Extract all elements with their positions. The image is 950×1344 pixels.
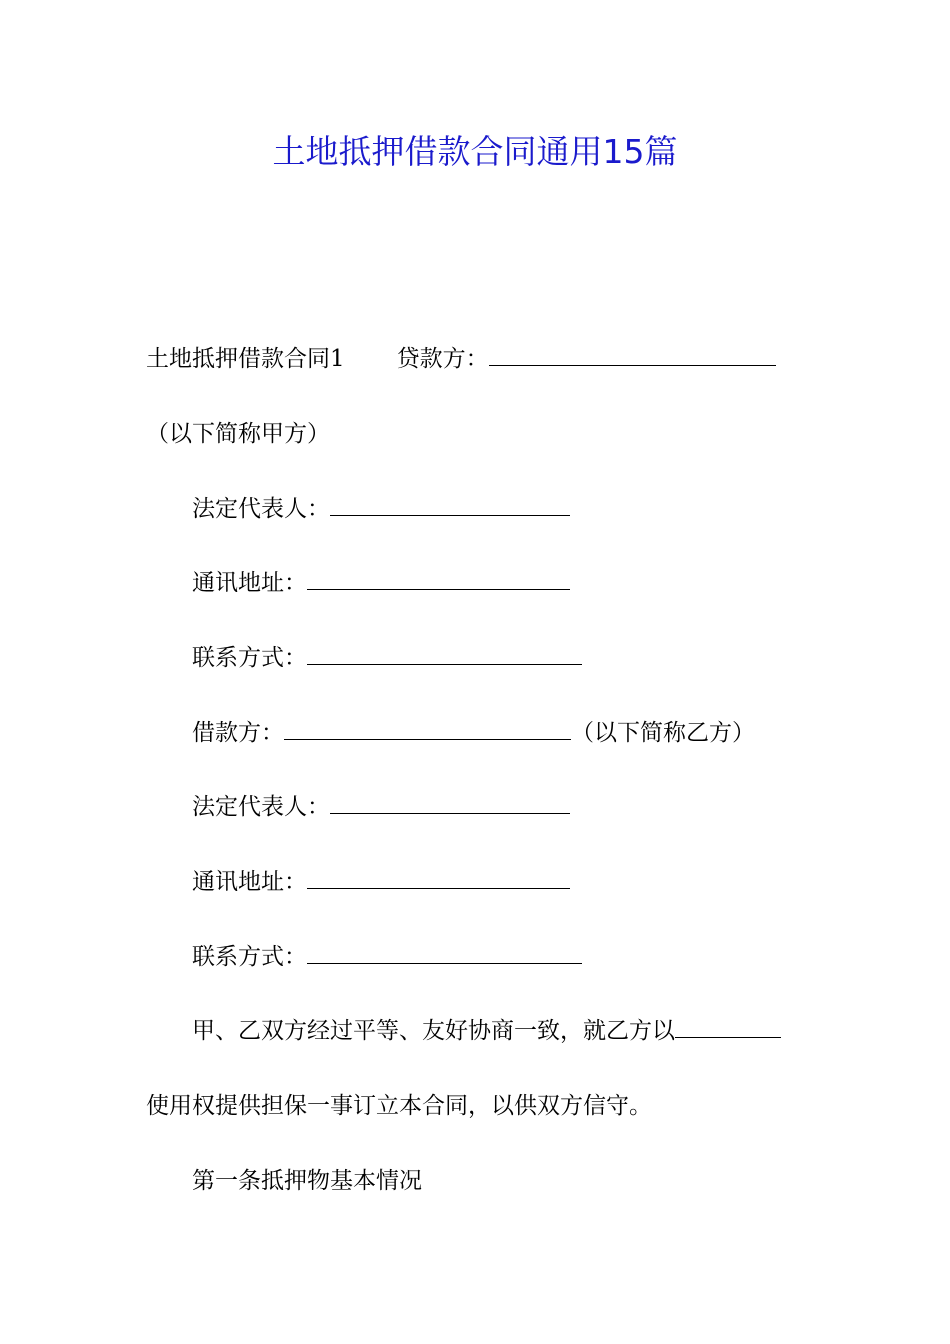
lender-label: 贷款方： bbox=[396, 346, 489, 372]
lender-contact-blank bbox=[307, 642, 582, 665]
lender-contact-line bbox=[192, 642, 582, 674]
lender-name-blank bbox=[489, 343, 776, 366]
intro-text-1: 甲、乙双方经过平等、友好协商一致，就乙方以 bbox=[192, 1018, 675, 1044]
borrower-rep-line bbox=[192, 791, 570, 823]
borrower-name-blank bbox=[284, 717, 571, 740]
intro-text-2: 使用权提供担保一事订立本合同，以供双方信守。 bbox=[146, 1093, 652, 1119]
borrower-alias: （以下简称乙方） bbox=[571, 720, 755, 746]
lender-alias-line bbox=[146, 418, 330, 450]
article-1-heading-text: 第一条抵押物基本情况 bbox=[192, 1168, 422, 1194]
lender-address-blank bbox=[307, 567, 570, 590]
lender-rep-label: 法定代表人： bbox=[192, 496, 330, 522]
contract-heading-line bbox=[146, 343, 776, 375]
article-1-heading bbox=[192, 1165, 422, 1197]
borrower-label: 借款方： bbox=[192, 720, 284, 746]
lender-rep-line bbox=[192, 493, 570, 525]
intro-paragraph-line-1 bbox=[192, 1015, 781, 1047]
borrower-address-line bbox=[192, 866, 570, 898]
land-blank bbox=[675, 1015, 781, 1038]
lender-address-line bbox=[192, 567, 570, 599]
contract-heading: 土地抵押借款合同1 bbox=[146, 346, 345, 372]
lender-contact-label: 联系方式： bbox=[192, 645, 307, 671]
borrower-line bbox=[192, 717, 755, 749]
lender-alias: （以下简称甲方） bbox=[146, 421, 330, 447]
borrower-contact-line bbox=[192, 941, 582, 973]
borrower-rep-blank bbox=[330, 791, 570, 814]
document-title: 土地抵押借款合同通用15篇 bbox=[272, 132, 678, 171]
borrower-contact-label: 联系方式： bbox=[192, 944, 307, 970]
lender-rep-blank bbox=[330, 493, 570, 516]
borrower-rep-label: 法定代表人： bbox=[192, 794, 330, 820]
lender-address-label: 通讯地址： bbox=[192, 570, 307, 596]
intro-paragraph-line-2 bbox=[146, 1090, 652, 1122]
borrower-contact-blank bbox=[307, 941, 582, 964]
borrower-address-blank bbox=[307, 866, 570, 889]
borrower-address-label: 通讯地址： bbox=[192, 869, 307, 895]
